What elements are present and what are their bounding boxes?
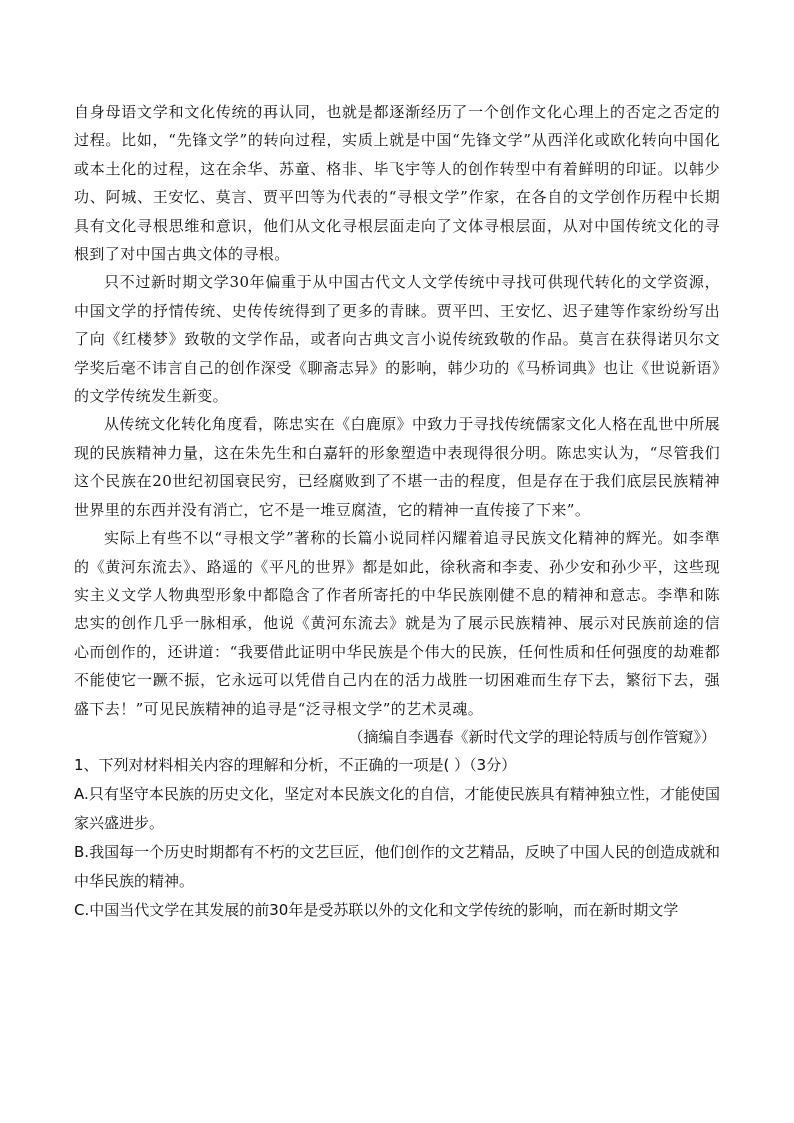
question-stem: 1、下列对材料相关内容的理解和分析，不正确的一项是( ）（3分） [74,756,517,775]
option-b: B.我国每一个历史时期都有不朽的文艺巨匠，他们创作的文艺精品，反映了中国人民的创造成就和中华民族的精神。 [74,843,720,891]
option-c: C.中国当代文学在其发展的前30年是受苏联以外的文化和文学传统的影响，而在新时期文学 [74,901,679,920]
article-paragraph-1: 自身母语文学和文化传统的再认同，也就是都逐渐经历了一个创作文化心理上的否定之否定的过程。比如，“先锋文学”的转向过程，实质上就是中国“先锋文学”从西洋化或欧化转向中国化或本土化的过程，这在余华、苏童、格非、毕飞宇等人的创作转型中有着鲜明的印证。以韩少功、阿城、王安忆、莫言、贾平凹等为代表的“寻根文学”作家，在各自的文学创作历程中长期具有文化寻根思维和意识，他们从文化寻根层面走向了文体寻根层面，从对中国传统文化的寻根到了对中国古典文体的寻根。 [74,103,720,264]
article-paragraph-3: 从传统文化转化角度看，陈忠实在《白鹿原》中致力于寻找传统儒家文化人格在乱世中所展现的民族精神力量，这在朱先生和白嘉轩的形象塑造中表现得很分明。陈忠实认为，“尽管我们这个民族在20世纪初国衰民穷，已经腐败到了不堪一击的程度，但是存在于我们底层民族精神世界里的东西并没有消亡，它不是一堆豆腐渣，它的精神一直传接了下来”。 [74,415,721,519]
article-paragraph-4: 实际上有些不以“寻根文学”著称的长篇小说同样闪耀着追寻民族文化精神的辉光。如李準的《黄河东流去》、路遥的《平凡的世界》都是如此，徐秋斋和李麦、孙少安和孙少平，这些现实主义文学人物典型形象中都隐含了作者所寄托的中华民族刚健不息的精神和意志。李準和陈忠实的创作几乎一脉相承，他说《黄河东流去》就是为了展示民族精神、展示对民族前途的信心而创作的，还讲道：“我要借此证明中华民族是个伟大的民族，任何性质和任何强度的劫难都不能使它一蹶不振，它永远可以凭借自己内在的活力战胜一切困难而生存下去，繁衍下去，强盛下去！”可见民族精神的追寻是“泛寻根文学”的艺术灵魂。 [74,529,720,718]
article-source: （摘编自李遇春《新时代文学的理论特质与创作管窥》） [348,727,716,746]
option-a: A.只有坚守本民族的历史文化，坚定对本民族文化的自信，才能使民族具有精神独立性，才能使国家兴盛进步。 [74,785,720,833]
document-page [74,98,720,925]
article-paragraph-2: 只不过新时期文学30年偏重于从中国古代文人文学传统中寻找可供现代转化的文学资源，中国文学的抒情传统、史传传统得到了更多的青睐。贾平凹、王安忆、迟子建等作家纷纷写出了向《红楼梦》致敬的文学作品，或者向古典文言小说传统致敬的作品。莫言在获得诺贝尔文学奖后毫不讳言自己的创作深受《聊斋志异》的影响，韩少功的《马桥词典》也让《世说新语》的文学传统发生新变。 [74,273,720,406]
